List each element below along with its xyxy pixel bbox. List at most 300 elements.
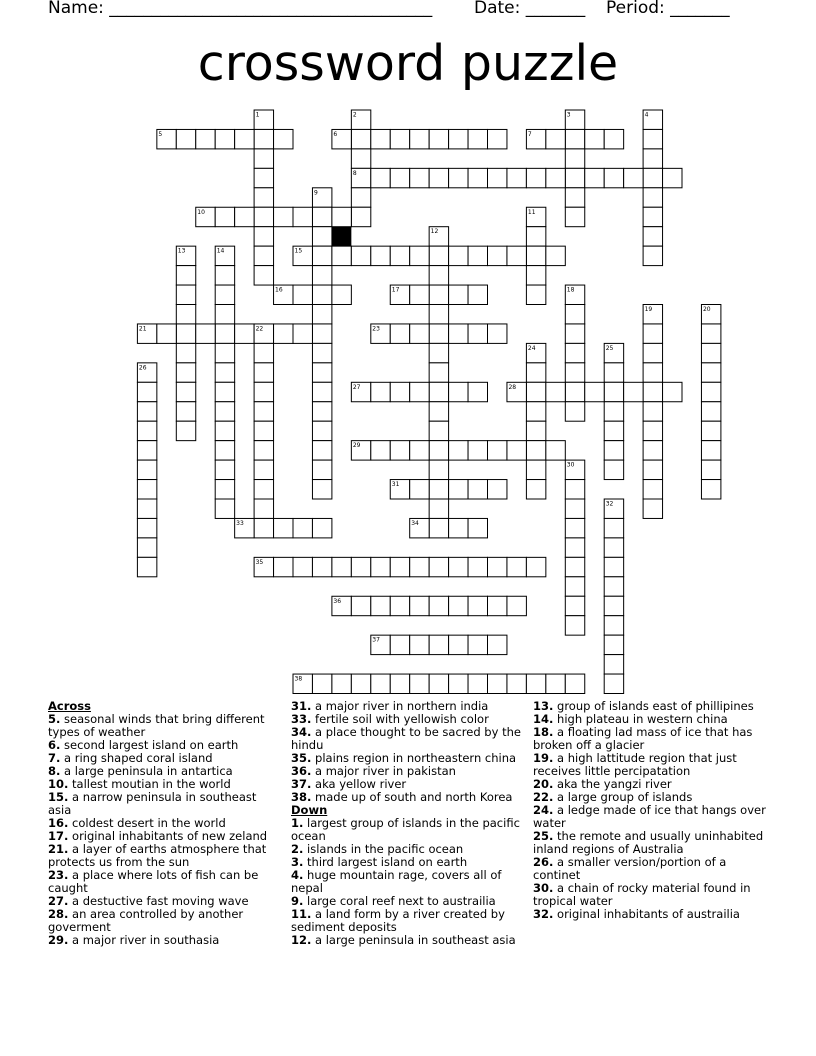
clue-number: 10.: [48, 777, 69, 791]
grid-cell[interactable]: [429, 305, 448, 324]
grid-cell[interactable]: [312, 460, 331, 479]
grid-cell[interactable]: [312, 285, 331, 304]
grid-cell[interactable]: [643, 363, 662, 382]
grid-cell[interactable]: [254, 499, 273, 518]
grid-cell[interactable]: [429, 382, 448, 401]
grid-cell[interactable]: [274, 129, 293, 148]
grid-cell[interactable]: [604, 421, 623, 440]
grid-cell[interactable]: [312, 382, 331, 401]
name-field[interactable]: Name: ______________________________________: [48, 0, 433, 18]
grid-cell[interactable]: [371, 129, 390, 148]
grid-cell[interactable]: [137, 402, 156, 421]
grid-cell[interactable]: [604, 616, 623, 635]
grid-cell[interactable]: [176, 305, 195, 324]
grid-cell[interactable]: [526, 441, 545, 460]
grid-cell[interactable]: [176, 324, 195, 343]
grid-cell[interactable]: [293, 557, 312, 576]
grid-cell[interactable]: [137, 499, 156, 518]
grid-cell[interactable]: [701, 402, 720, 421]
grid-cell[interactable]: [526, 674, 545, 693]
grid-cell[interactable]: [507, 441, 526, 460]
grid-cell[interactable]: [604, 674, 623, 693]
grid-cell[interactable]: [157, 324, 176, 343]
grid-cell[interactable]: [565, 596, 584, 615]
grid-cell[interactable]: [410, 557, 429, 576]
grid-cell[interactable]: [526, 557, 545, 576]
grid-cell[interactable]: [643, 188, 662, 207]
grid-cell[interactable]: [410, 441, 429, 460]
grid-cell[interactable]: [429, 499, 448, 518]
grid-cell[interactable]: [526, 246, 545, 265]
grid-cell[interactable]: [488, 168, 507, 187]
date-field[interactable]: Date: _______: [474, 0, 586, 18]
grid-cell[interactable]: [565, 402, 584, 421]
grid-cell[interactable]: [371, 441, 390, 460]
grid-cell[interactable]: [449, 674, 468, 693]
grid-cell[interactable]: [254, 441, 273, 460]
grid-cell[interactable]: [371, 168, 390, 187]
grid-cell[interactable]: [449, 441, 468, 460]
grid-cell[interactable]: [604, 168, 623, 187]
grid-cell[interactable]: [215, 266, 234, 285]
grid-cell[interactable]: [312, 343, 331, 362]
grid-cell[interactable]: [604, 577, 623, 596]
clue-column-1: [48, 700, 273, 947]
grid-cell[interactable]: [371, 382, 390, 401]
grid-cell[interactable]: [468, 674, 487, 693]
grid-cell[interactable]: [468, 518, 487, 537]
grid-cell[interactable]: [449, 596, 468, 615]
grid-cell[interactable]: [604, 441, 623, 460]
grid-cell[interactable]: [215, 363, 234, 382]
grid-cell[interactable]: [429, 324, 448, 343]
grid-cell[interactable]: [643, 402, 662, 421]
grid-cell[interactable]: [215, 499, 234, 518]
grid-cell[interactable]: [215, 480, 234, 499]
grid-cell[interactable]: [390, 557, 409, 576]
grid-cell[interactable]: [410, 324, 429, 343]
clue-number: 21.: [48, 842, 69, 856]
grid-cell[interactable]: [701, 460, 720, 479]
grid-cell[interactable]: [643, 421, 662, 440]
grid-cell[interactable]: [410, 382, 429, 401]
grid-cell[interactable]: [507, 596, 526, 615]
grid-cell[interactable]: [565, 674, 584, 693]
grid-cell[interactable]: [215, 324, 234, 343]
grid-cell[interactable]: [565, 363, 584, 382]
period-field[interactable]: Period: _______: [606, 0, 730, 18]
grid-cell[interactable]: [429, 635, 448, 654]
grid-cell[interactable]: [604, 635, 623, 654]
grid-cell[interactable]: [488, 674, 507, 693]
grid-cell[interactable]: [507, 168, 526, 187]
grid-cell[interactable]: [565, 149, 584, 168]
grid-cell[interactable]: [546, 441, 565, 460]
grid-cell[interactable]: [176, 402, 195, 421]
grid-cell[interactable]: [390, 246, 409, 265]
grid-cell[interactable]: [332, 285, 351, 304]
grid-cell[interactable]: [254, 518, 273, 537]
clue-text: aka the yangzi river: [553, 777, 672, 791]
grid-cell[interactable]: [215, 402, 234, 421]
grid-cell[interactable]: [235, 324, 254, 343]
grid-cell[interactable]: [410, 596, 429, 615]
grid-cell[interactable]: [565, 577, 584, 596]
grid-cell[interactable]: [507, 557, 526, 576]
grid-cell[interactable]: [176, 363, 195, 382]
grid-cell[interactable]: [449, 168, 468, 187]
grid-cell[interactable]: [468, 441, 487, 460]
grid-cell[interactable]: [312, 518, 331, 537]
grid-cell[interactable]: [215, 285, 234, 304]
grid-cell[interactable]: [371, 596, 390, 615]
clue-number: 38.: [291, 790, 312, 804]
grid-cell[interactable]: [604, 518, 623, 537]
grid-cell[interactable]: [449, 480, 468, 499]
grid-cell[interactable]: [526, 266, 545, 285]
grid-cell[interactable]: [312, 305, 331, 324]
grid-cell[interactable]: [371, 246, 390, 265]
grid-cell[interactable]: [449, 635, 468, 654]
grid-cell[interactable]: [643, 207, 662, 226]
grid-cell[interactable]: [254, 480, 273, 499]
grid-cell[interactable]: [351, 674, 370, 693]
grid-cell[interactable]: [565, 499, 584, 518]
grid-cell[interactable]: [351, 188, 370, 207]
grid-cell[interactable]: [312, 421, 331, 440]
grid-cell[interactable]: [332, 674, 351, 693]
grid-cell[interactable]: [488, 441, 507, 460]
grid-cell[interactable]: [488, 246, 507, 265]
grid-cell[interactable]: [546, 674, 565, 693]
grid-cell[interactable]: [274, 557, 293, 576]
grid-cell[interactable]: [390, 441, 409, 460]
grid-cell[interactable]: [624, 382, 643, 401]
clue-number: 36.: [291, 764, 312, 778]
grid-cell[interactable]: [312, 266, 331, 285]
grid-cell[interactable]: [565, 480, 584, 499]
grid-cell[interactable]: [468, 596, 487, 615]
grid-cell[interactable]: [410, 168, 429, 187]
grid-cell[interactable]: [390, 674, 409, 693]
grid-cell[interactable]: [488, 596, 507, 615]
grid-cell[interactable]: [371, 557, 390, 576]
grid-cell[interactable]: [215, 382, 234, 401]
grid-cell[interactable]: [254, 402, 273, 421]
grid-cell[interactable]: [312, 324, 331, 343]
grid-cell[interactable]: [312, 227, 331, 246]
grid-cell[interactable]: [468, 129, 487, 148]
grid-cell[interactable]: [468, 246, 487, 265]
grid-cell[interactable]: [293, 518, 312, 537]
grid-cell[interactable]: [215, 421, 234, 440]
grid-cell[interactable]: [312, 363, 331, 382]
grid-cell[interactable]: [215, 441, 234, 460]
grid-cell[interactable]: [488, 480, 507, 499]
grid-cell[interactable]: [468, 382, 487, 401]
grid-cell[interactable]: [488, 635, 507, 654]
clue-number-label: 20: [702, 306, 711, 313]
grid-cell[interactable]: [351, 557, 370, 576]
grid-cell[interactable]: [390, 382, 409, 401]
grid-cell[interactable]: [468, 285, 487, 304]
grid-cell[interactable]: [137, 480, 156, 499]
grid-cell[interactable]: [643, 324, 662, 343]
grid-cell[interactable]: [449, 285, 468, 304]
grid-cell[interactable]: [254, 129, 273, 148]
grid-cell[interactable]: [643, 168, 662, 187]
grid-cell[interactable]: [410, 674, 429, 693]
grid-cell[interactable]: [468, 324, 487, 343]
grid-cell[interactable]: [312, 674, 331, 693]
grid-cell[interactable]: [604, 382, 623, 401]
grid-cell[interactable]: [604, 557, 623, 576]
grid-cell[interactable]: [526, 227, 545, 246]
grid-cell[interactable]: [701, 421, 720, 440]
grid-cell[interactable]: [701, 324, 720, 343]
grid-cell[interactable]: [526, 480, 545, 499]
grid-cell[interactable]: [604, 129, 623, 148]
clue-text: a major river in pakistan: [311, 764, 456, 778]
grid-cell[interactable]: [215, 129, 234, 148]
grid-cell[interactable]: [176, 343, 195, 362]
grid-cell[interactable]: [274, 207, 293, 226]
grid-cell[interactable]: [254, 207, 273, 226]
grid-cell[interactable]: [468, 557, 487, 576]
grid-cell[interactable]: [176, 266, 195, 285]
grid-cell[interactable]: [351, 596, 370, 615]
grid-cell[interactable]: [449, 246, 468, 265]
grid-cell[interactable]: [565, 343, 584, 362]
grid-cell[interactable]: [565, 324, 584, 343]
grid-cell[interactable]: [643, 460, 662, 479]
grid-cell[interactable]: [565, 557, 584, 576]
grid-cell[interactable]: [604, 363, 623, 382]
grid-cell[interactable]: [351, 246, 370, 265]
grid-cell[interactable]: [410, 246, 429, 265]
grid-cell[interactable]: [429, 596, 448, 615]
grid-cell[interactable]: [546, 382, 565, 401]
grid-cell[interactable]: [701, 343, 720, 362]
grid-cell[interactable]: [429, 363, 448, 382]
grid-cell[interactable]: [332, 207, 351, 226]
grid-cell[interactable]: [254, 227, 273, 246]
grid-cell[interactable]: [488, 557, 507, 576]
grid-cell[interactable]: [254, 168, 273, 187]
grid-cell[interactable]: [604, 460, 623, 479]
grid-cell[interactable]: [526, 363, 545, 382]
grid-cell[interactable]: [449, 324, 468, 343]
grid-cell[interactable]: [137, 382, 156, 401]
grid-cell[interactable]: [137, 421, 156, 440]
grid-cell[interactable]: [546, 168, 565, 187]
grid-cell[interactable]: [371, 674, 390, 693]
grid-cell[interactable]: [585, 168, 604, 187]
grid-cell[interactable]: [429, 168, 448, 187]
grid-cell[interactable]: [526, 382, 545, 401]
grid-cell[interactable]: [643, 227, 662, 246]
grid-cell[interactable]: [663, 382, 682, 401]
grid-cell[interactable]: [565, 538, 584, 557]
grid-cell[interactable]: [235, 207, 254, 226]
clue-number-label: 5: [158, 130, 163, 138]
grid-cell[interactable]: [137, 557, 156, 576]
grid-cell[interactable]: [449, 557, 468, 576]
grid-cell[interactable]: [701, 363, 720, 382]
grid-cell[interactable]: [312, 480, 331, 499]
grid-cell[interactable]: [176, 285, 195, 304]
clue-number-label: 19: [644, 306, 653, 313]
clue-text: aka yellow river: [311, 777, 407, 791]
grid-cell[interactable]: [507, 246, 526, 265]
grid-cell[interactable]: [624, 168, 643, 187]
grid-cell[interactable]: [429, 441, 448, 460]
grid-cell[interactable]: [429, 518, 448, 537]
grid-cell[interactable]: [604, 538, 623, 557]
grid-cell[interactable]: [643, 480, 662, 499]
grid-cell[interactable]: [565, 305, 584, 324]
grid-cell[interactable]: [390, 168, 409, 187]
grid-cell[interactable]: [429, 674, 448, 693]
grid-cell[interactable]: [429, 480, 448, 499]
grid-cell[interactable]: [235, 129, 254, 148]
grid-cell[interactable]: [701, 480, 720, 499]
grid-cell[interactable]: [410, 480, 429, 499]
grid-cell[interactable]: [176, 129, 195, 148]
grid-cell[interactable]: [565, 168, 584, 187]
grid-cell[interactable]: [604, 402, 623, 421]
grid-cell[interactable]: [526, 168, 545, 187]
grid-cell[interactable]: [390, 324, 409, 343]
grid-cell[interactable]: [254, 188, 273, 207]
grid-cell[interactable]: [254, 149, 273, 168]
grid-cell[interactable]: [526, 460, 545, 479]
grid-cell[interactable]: [254, 246, 273, 265]
clue-number: 29.: [48, 933, 69, 947]
grid-cell[interactable]: [137, 441, 156, 460]
grid-cell[interactable]: [254, 460, 273, 479]
grid-cell[interactable]: [312, 246, 331, 265]
grid-cell[interactable]: [390, 129, 409, 148]
grid-cell[interactable]: [429, 460, 448, 479]
grid-cell[interactable]: [312, 441, 331, 460]
grid-cell[interactable]: [643, 382, 662, 401]
grid-cell[interactable]: [196, 324, 215, 343]
grid-cell[interactable]: [410, 129, 429, 148]
grid-cell[interactable]: [137, 460, 156, 479]
clue-column-2: [291, 700, 523, 947]
grid-cell[interactable]: [312, 402, 331, 421]
grid-cell[interactable]: [293, 324, 312, 343]
grid-cell[interactable]: [410, 635, 429, 654]
grid-cell[interactable]: [585, 129, 604, 148]
grid-cell[interactable]: [215, 343, 234, 362]
grid-cell[interactable]: [488, 129, 507, 148]
grid-cell[interactable]: [137, 538, 156, 557]
grid-cell[interactable]: [429, 129, 448, 148]
grid-cell[interactable]: [254, 266, 273, 285]
grid-cell[interactable]: [390, 635, 409, 654]
grid-cell[interactable]: [274, 518, 293, 537]
grid-cell[interactable]: [701, 382, 720, 401]
grid-cell[interactable]: [254, 343, 273, 362]
grid-cell[interactable]: [176, 382, 195, 401]
grid-cell[interactable]: [410, 285, 429, 304]
grid-cell[interactable]: [293, 285, 312, 304]
grid-cell[interactable]: [254, 421, 273, 440]
grid-cell[interactable]: [546, 129, 565, 148]
grid-cell[interactable]: [429, 557, 448, 576]
grid-cell[interactable]: [449, 382, 468, 401]
grid-cell[interactable]: [565, 207, 584, 226]
grid-cell[interactable]: [429, 421, 448, 440]
grid-cell[interactable]: [293, 207, 312, 226]
grid-cell[interactable]: [604, 655, 623, 674]
grid-cell[interactable]: [429, 246, 448, 265]
grid-cell[interactable]: [643, 343, 662, 362]
grid-cell[interactable]: [643, 246, 662, 265]
grid-cell[interactable]: [449, 518, 468, 537]
grid-cell[interactable]: [332, 246, 351, 265]
grid-cell[interactable]: [565, 616, 584, 635]
grid-cell[interactable]: [565, 188, 584, 207]
grid-cell[interactable]: [604, 596, 623, 615]
grid-cell[interactable]: [215, 305, 234, 324]
grid-cell[interactable]: [546, 246, 565, 265]
grid-cell[interactable]: [196, 129, 215, 148]
grid-cell[interactable]: [507, 674, 526, 693]
grid-cell[interactable]: [565, 518, 584, 537]
grid-cell[interactable]: [526, 421, 545, 440]
grid-cell[interactable]: [488, 324, 507, 343]
grid-cell[interactable]: [332, 557, 351, 576]
grid-cell[interactable]: [429, 285, 448, 304]
grid-cell[interactable]: [643, 441, 662, 460]
grid-cell[interactable]: [643, 129, 662, 148]
grid-cell[interactable]: [312, 207, 331, 226]
grid-cell[interactable]: [643, 499, 662, 518]
grid-cell[interactable]: [254, 382, 273, 401]
grid-cell[interactable]: [215, 207, 234, 226]
grid-cell[interactable]: [565, 129, 584, 148]
grid-cell[interactable]: [351, 129, 370, 148]
grid-cell[interactable]: [468, 480, 487, 499]
grid-cell[interactable]: [254, 363, 273, 382]
grid-cell[interactable]: [526, 285, 545, 304]
grid-cell[interactable]: [390, 596, 409, 615]
grid-cell[interactable]: [701, 441, 720, 460]
grid-cell[interactable]: [429, 343, 448, 362]
grid-cell[interactable]: [526, 402, 545, 421]
grid-cell[interactable]: [449, 129, 468, 148]
grid-cell[interactable]: [429, 402, 448, 421]
grid-cell[interactable]: [429, 266, 448, 285]
grid-cell[interactable]: [585, 382, 604, 401]
grid-cell[interactable]: [351, 207, 370, 226]
grid-cell[interactable]: [565, 382, 584, 401]
grid-cell[interactable]: [468, 168, 487, 187]
grid-cell[interactable]: [663, 168, 682, 187]
grid-cell[interactable]: [215, 460, 234, 479]
grid-cell[interactable]: [643, 149, 662, 168]
clue-item: [291, 934, 523, 947]
grid-cell[interactable]: [176, 421, 195, 440]
grid-cell[interactable]: [274, 324, 293, 343]
grid-cell[interactable]: [312, 557, 331, 576]
grid-cell[interactable]: [468, 635, 487, 654]
grid-cell[interactable]: [137, 518, 156, 537]
grid-cell[interactable]: [351, 149, 370, 168]
